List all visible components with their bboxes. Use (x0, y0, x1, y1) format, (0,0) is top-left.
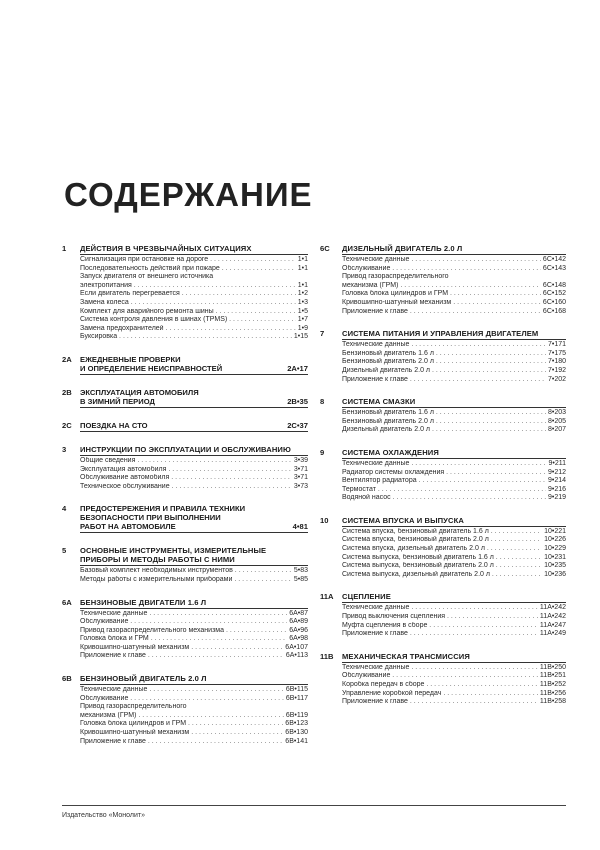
toc-entry-title: Вентилятор радиатора . . . (342, 477, 546, 486)
toc-entry-title: Технические данные . . . (80, 686, 284, 695)
toc-entry-title: Дизельный двигатель 2.0 л . . . (342, 426, 546, 435)
toc-entry-title: Привод газораспределительного механизма . . . (80, 627, 287, 636)
toc-section (62, 388, 308, 408)
toc-entry-page: 6B•130 (285, 729, 308, 737)
section-number: 7 (320, 329, 325, 339)
toc-entry[interactable] (80, 644, 308, 653)
section-rule (342, 662, 566, 663)
toc-entry[interactable] (80, 576, 308, 585)
toc-entry[interactable] (342, 690, 566, 699)
toc-entry-page: 1•3 (297, 298, 308, 306)
toc-entry[interactable] (342, 290, 566, 299)
toc-entry-title: Приложение к главе . . . (80, 652, 284, 661)
toc-entry[interactable] (342, 698, 566, 707)
footer-divider (62, 805, 566, 806)
toc-entry[interactable] (342, 554, 566, 563)
toc-section (320, 448, 566, 503)
toc-entry[interactable] (342, 477, 566, 486)
toc-entry-page: 1•1 (297, 281, 308, 289)
toc-section (62, 244, 308, 342)
toc-entry-title: Головка блока цилиндров и ГРМ . . . (342, 290, 541, 299)
toc-entry[interactable] (342, 265, 566, 274)
section-number: 11A (320, 592, 334, 602)
toc-entry-title: Бензиновый двигатель 1.6 л . . . (342, 409, 546, 418)
section-title[interactable]: В ЗИМНИЙ ПЕРИОД (80, 396, 155, 406)
toc-entry-title: Система выпуска, дизельный двигатель 2.0 л . . . (342, 571, 542, 580)
toc-entry-page: 11B•251 (539, 672, 566, 680)
toc-section (62, 421, 308, 432)
section-page: 2C•37 (287, 420, 308, 430)
toc-section (320, 652, 566, 707)
toc-entry-page: 9•216 (547, 485, 566, 493)
toc-entry-title: Кривошипно-шатунный механизм . . . (80, 729, 283, 738)
section-rule (342, 602, 566, 603)
toc-entry-title: Привод газораспределительного (342, 273, 449, 281)
toc-entry-page: 6C•143 (542, 264, 566, 272)
toc-entry-page: 3•73 (293, 482, 308, 490)
section-rule (80, 407, 308, 408)
toc-entry-page: 10•231 (544, 553, 566, 561)
toc-entry-title: Технические данные . . . (342, 256, 541, 265)
toc-entry[interactable] (342, 426, 566, 435)
toc-entry[interactable] (342, 299, 566, 308)
toc-entry-page: 7•171 (547, 341, 566, 349)
toc-entry[interactable] (80, 686, 308, 695)
toc-entry-page: 3•39 (293, 456, 308, 464)
toc-entry[interactable] (342, 545, 566, 554)
toc-entry-title: Управление коробкой передач . . . (342, 690, 538, 699)
section-title[interactable]: РАБОТ НА АВТОМОБИЛЕ (80, 522, 176, 532)
section-title[interactable]: ЕЖЕДНЕВНЫЕ ПРОВЕРКИ (80, 354, 181, 364)
section-page: 2B•35 (287, 396, 308, 406)
section-rule (80, 684, 308, 685)
toc-entry[interactable] (80, 325, 308, 334)
toc-entry-page: 11A•247 (539, 621, 566, 629)
toc-entry[interactable] (80, 457, 308, 466)
toc-entry-title: Базовый комплект необходимых инструментов . . . (80, 567, 292, 576)
toc-entry-title: Приложение к главе . . . (80, 738, 283, 747)
toc-entry-page: 7•202 (547, 375, 566, 383)
toc-entry-title: Головка блока и ГРМ . . . (80, 635, 287, 644)
section-rule (342, 339, 566, 340)
toc-entry-page (564, 273, 566, 282)
toc-entry-title: Буксировка . . . (80, 333, 292, 342)
section-number: 8 (320, 397, 325, 407)
toc-entry-page: 6C•152 (542, 290, 566, 298)
toc-entry-title: Технические данные . . . (342, 460, 546, 469)
toc-entry[interactable] (342, 256, 566, 265)
toc-entry[interactable] (342, 273, 566, 282)
toc-entry-title: Технические данные . . . (342, 664, 538, 673)
section-title[interactable]: И ОПРЕДЕЛЕНИЕ НЕИСПРАВНОСТЕЙ (80, 363, 223, 373)
toc-entry-title: Система выпуска, бензиновый двигатель 1.6 л . . . (342, 554, 542, 563)
toc-section (320, 516, 566, 580)
section-rule (80, 455, 308, 456)
section-rule (80, 431, 308, 432)
toc-entry[interactable] (80, 265, 308, 274)
section-number: 9 (320, 447, 325, 457)
toc-entry-title: Замена колеса . . . (80, 299, 296, 308)
toc-entry[interactable] (80, 567, 308, 576)
toc-entry-title: Система впуска, бензиновый двигатель 1.6 л . . . (342, 528, 542, 537)
toc-entry-title: механизма (ГРМ) . . . (342, 282, 541, 291)
toc-entry-title: Обслуживание . . . (80, 618, 287, 627)
section-page: 2A•17 (287, 363, 308, 373)
toc-entry[interactable] (342, 528, 566, 537)
toc-entry[interactable] (342, 418, 566, 427)
toc-entry-title: Замена предохранителей . . . (80, 325, 296, 334)
toc-section (320, 592, 566, 638)
toc-entry[interactable] (80, 483, 308, 492)
toc-entry[interactable] (342, 622, 566, 631)
section-title[interactable]: СИСТЕМА ПИТАНИЯ И УПРАВЛЕНИЯ ДВИГАТЕЛЕМ (342, 329, 539, 339)
toc-entry-page: 8•207 (547, 426, 566, 434)
toc-entry-title: Система впуска, дизельный двигатель 2.0 л . . . (342, 545, 542, 554)
section-number: 6A (62, 597, 72, 607)
toc-entry[interactable] (342, 358, 566, 367)
publisher-footer: Издательство «Монолит» (62, 812, 146, 819)
toc-section (320, 244, 566, 316)
toc-entry-title: Приложение к главе . . . (342, 376, 546, 385)
section-title[interactable]: ЭКСПЛУАТАЦИЯ АВТОМОБИЛЯ (80, 387, 199, 397)
toc-entry[interactable] (80, 610, 308, 619)
toc-entry-page: 3•71 (293, 465, 308, 473)
toc-entry-title: механизма (ГРМ) . . . (80, 712, 284, 721)
toc-entry-page: 6A•107 (285, 643, 308, 651)
toc-entry[interactable] (342, 469, 566, 478)
section-rule (80, 565, 308, 566)
toc-entry-page: 1•2 (297, 290, 308, 298)
toc-entry[interactable] (342, 536, 566, 545)
toc-entry-page: 11B•252 (539, 681, 566, 688)
toc-entry-page: 7•180 (547, 358, 566, 366)
toc-entry-title: Технические данные . . . (80, 610, 287, 619)
toc-entry-title: Последовательность действий при пожаре . . . (80, 265, 296, 274)
section-rule (80, 374, 308, 375)
toc-entry[interactable] (342, 308, 566, 317)
toc-entry-title: электропитания . . . (80, 282, 296, 291)
toc-entry[interactable] (80, 652, 308, 661)
toc-entry-title: Привод выключения сцепления . . . (342, 613, 538, 622)
toc-entry-page: 7•192 (547, 366, 566, 374)
toc-entry-title: Дизельный двигатель 2.0 л . . . (342, 367, 546, 376)
toc-entry[interactable] (80, 290, 308, 299)
toc-entry-page: 6C•148 (542, 281, 566, 289)
section-title[interactable]: БЕНЗИНОВЫЕ ДВИГАТЕЛИ 1.6 Л (80, 597, 207, 607)
toc-entry-page: 5•83 (293, 567, 308, 575)
toc-entry-title: Коробка передач в сборе . . . (342, 681, 538, 690)
toc-entry-page: 10•226 (544, 536, 566, 544)
toc-entry-page: 11A•249 (539, 630, 566, 638)
toc-entry-title: Методы работы с измерительными приборами . . . (80, 576, 292, 585)
toc-entry-page: 6B•123 (285, 720, 308, 728)
toc-section (62, 674, 308, 746)
toc-entry-page: 11B•258 (539, 698, 566, 706)
toc-entry[interactable] (342, 562, 566, 571)
section-number: 5 (62, 546, 67, 556)
toc-entry-page: 5•85 (293, 575, 308, 583)
toc-entry-page: 11B•256 (539, 689, 566, 697)
toc-entry[interactable] (342, 681, 566, 690)
toc-entry-title: Сигнализация при остановке на дороге . . . (80, 256, 296, 265)
toc-entry-page: 9•211 (548, 459, 566, 467)
section-number: 2A (62, 354, 72, 364)
toc-section (62, 504, 308, 533)
toc-entry-page: 11B•250 (539, 663, 566, 671)
toc-entry[interactable] (80, 695, 308, 704)
toc-entry[interactable] (80, 729, 308, 738)
toc-entry-page: 11A•242 (539, 613, 566, 621)
toc-entry[interactable] (342, 571, 566, 580)
toc-entry[interactable] (80, 635, 308, 644)
toc-entry[interactable] (342, 630, 566, 639)
section-rule (342, 458, 566, 459)
toc-entry-title: Головка блока цилиндров и ГРМ . . . (80, 720, 283, 729)
toc-entry-title: Бензиновый двигатель 2.0 л . . . (342, 418, 546, 427)
toc-entry[interactable] (342, 604, 566, 613)
section-number: 11B (320, 651, 334, 661)
section-title[interactable]: ИНСТРУКЦИИ ПО ЭКСПЛУАТАЦИИ И ОБСЛУЖИВАНИЮ (80, 444, 291, 454)
toc-entry-title: Кривошипно-шатунный механизм . . . (80, 644, 283, 653)
section-title[interactable]: ПРЕДОСТЕРЕЖЕНИЯ И ПРАВИЛА ТЕХНИКИ (80, 504, 246, 514)
toc-entry-page: 1•7 (297, 316, 308, 324)
section-number: 3 (62, 444, 67, 454)
toc-left-column (62, 244, 308, 759)
toc-entry[interactable] (80, 316, 308, 325)
section-rule (342, 526, 566, 527)
toc-entry[interactable] (80, 256, 308, 265)
toc-entry[interactable] (342, 460, 566, 469)
section-rule (342, 254, 566, 255)
toc-entry-title: Бензиновый двигатель 2.0 л . . . (342, 358, 546, 367)
toc-entry-title: Привод газораспределительного (80, 703, 187, 711)
toc-entry-page (306, 273, 308, 282)
toc-entry-title: Технические данные . . . (342, 341, 546, 350)
toc-entry-page: 6A•96 (289, 626, 308, 634)
toc-entry[interactable] (342, 376, 566, 385)
toc-entry-title: Комплект для аварийного ремонта шины . . . (80, 308, 296, 317)
toc-entry-title: Кривошипно-шатунный механизм . . . (342, 299, 541, 308)
section-rule (80, 608, 308, 609)
toc-entry-title: Приложение к главе . . . (342, 630, 538, 639)
section-rule (80, 254, 308, 255)
toc-entry-title: Техническое обслуживание . . . (80, 483, 292, 492)
section-number: 10 (320, 515, 329, 525)
toc-entry-title: Эксплуатация автомобиля . . . (80, 466, 292, 475)
toc-entry-title: Система контроля давления в шинах (TPMS) . . . (80, 316, 296, 325)
toc-section (320, 397, 566, 435)
toc-entry-page: 10•229 (544, 545, 566, 553)
toc-entry-title: Если двигатель перегревается . . . (80, 290, 296, 299)
toc-entry-page (306, 703, 308, 712)
toc-entry-page: 6A•98 (289, 635, 308, 643)
toc-entry[interactable] (80, 466, 308, 475)
toc-entry-title: Технические данные . . . (342, 604, 538, 613)
toc-entry[interactable] (80, 720, 308, 729)
toc-entry-title: Система выпуска, бензиновый двигатель 2.0 л . . . (342, 562, 542, 571)
toc-entry-title: Радиатор системы охлаждения . . . (342, 469, 546, 478)
toc-entry[interactable] (80, 738, 308, 747)
section-title[interactable]: БЕНЗИНОВЫЙ ДВИГАТЕЛЬ 2.0 Л (80, 674, 207, 684)
section-title[interactable]: СЦЕПЛЕНИЕ (342, 592, 391, 602)
toc-entry-page: 6B•117 (285, 694, 308, 702)
toc-entry-page: 11A•242 (539, 604, 566, 612)
toc-entry-page: 1•1 (297, 256, 308, 263)
toc-entry-title: Приложение к главе . . . (342, 698, 538, 707)
toc-entry[interactable] (342, 486, 566, 495)
page-title: СОДЕРЖАНИЕ (64, 176, 313, 213)
toc-entry[interactable] (80, 282, 308, 291)
toc-entry-page: 1•1 (297, 264, 308, 272)
toc-entry-page: 6C•160 (542, 298, 566, 306)
toc-entry-page: 6A•113 (285, 652, 308, 660)
section-rule (80, 532, 308, 533)
toc-entry[interactable] (342, 367, 566, 376)
toc-entry-title: Общие сведения . . . (80, 457, 292, 466)
toc-entry-page: 1•15 (293, 333, 308, 341)
toc-entry-page: 9•219 (547, 494, 566, 502)
toc-entry[interactable] (342, 672, 566, 681)
section-title[interactable]: СИСТЕМА ОХЛАЖДЕНИЯ (342, 447, 439, 457)
toc-entry-page: 6B•119 (285, 711, 308, 719)
toc-entry-page: 9•214 (547, 477, 566, 485)
toc-entry-page: 1•9 (297, 324, 308, 332)
toc-entry[interactable] (342, 282, 566, 291)
toc-right-column (320, 244, 566, 720)
toc-entry-page: 10•221 (544, 527, 566, 535)
section-number: 6C (320, 244, 330, 253)
toc-entry-title: Обслуживание автомобиля . . . (80, 474, 292, 483)
toc-entry-page: 7•175 (547, 349, 566, 357)
toc-entry-title: Обслуживание . . . (342, 265, 541, 274)
toc-entry-title: Термостат . . . (342, 486, 546, 495)
section-title[interactable]: СИСТЕМА СМАЗКИ (342, 397, 416, 407)
toc-entry[interactable] (342, 350, 566, 359)
toc-entry[interactable] (80, 333, 308, 342)
toc-entry[interactable] (80, 273, 308, 282)
section-number: 2C (62, 420, 72, 430)
toc-entry[interactable] (80, 703, 308, 712)
toc-entry[interactable] (342, 409, 566, 418)
toc-entry[interactable] (80, 618, 308, 627)
toc-entry-title: Приложение к главе . . . (342, 308, 541, 317)
section-number: 4 (62, 504, 67, 514)
toc-section (62, 546, 308, 584)
toc-entry[interactable] (80, 627, 308, 636)
toc-section (62, 445, 308, 491)
toc-entry-page: 3•71 (293, 474, 308, 482)
section-number: 6B (62, 674, 72, 684)
toc-entry[interactable] (342, 494, 566, 503)
toc-entry[interactable] (80, 299, 308, 308)
toc-entry[interactable] (80, 712, 308, 721)
toc-entry-title: Обслуживание . . . (80, 695, 284, 704)
toc-entry[interactable] (342, 341, 566, 350)
toc-entry-title: Муфта сцепления в сборе . . . (342, 622, 538, 631)
toc-section (62, 598, 308, 662)
section-number: 2B (62, 387, 72, 397)
toc-entry-page: 6C•168 (542, 307, 566, 315)
section-title[interactable]: ДЕЙСТВИЯ В ЧРЕЗВЫЧАЙНЫХ СИТУАЦИЯХ (80, 244, 252, 253)
toc-entry[interactable] (80, 308, 308, 317)
toc-entry[interactable] (342, 613, 566, 622)
toc-entry-page: 10•235 (544, 562, 566, 570)
toc-section (62, 355, 308, 375)
toc-entry-page: 1•5 (297, 307, 308, 315)
section-page: 4•81 (292, 522, 308, 532)
toc-entry-page: 6A•89 (289, 618, 308, 626)
section-rule (342, 407, 566, 408)
toc-entry-title: Водяной насос . . . (342, 494, 546, 503)
section-title[interactable]: ОСНОВНЫЕ ИНСТРУМЕНТЫ, ИЗМЕРИТЕЛЬНЫЕ ПРИБОРЫ И МЕТОДЫ РАБОТЫ С НИМИ (80, 546, 267, 565)
toc-entry-page: 10•236 (544, 570, 566, 578)
section-title[interactable]: ПОЕЗДКА НА СТО (80, 420, 148, 430)
toc-entry-page: 8•205 (547, 417, 566, 425)
toc-entry-title: Запуск двигателя от внешнего источника (80, 273, 214, 281)
section-title[interactable]: БЕЗОПАСНОСТИ ПРИ ВЫПОЛНЕНИИ (80, 513, 221, 523)
section-title[interactable]: МЕХАНИЧЕСКАЯ ТРАНСМИССИЯ (342, 651, 470, 661)
toc-entry[interactable] (80, 474, 308, 483)
toc-entry-page: 6B•115 (285, 686, 308, 694)
toc-entry[interactable] (342, 664, 566, 673)
toc-entry-page: 8•203 (547, 409, 566, 417)
toc-section (320, 329, 566, 384)
section-number: 1 (62, 244, 67, 253)
toc-entry-title: Бензиновый двигатель 1.6 л . . . (342, 350, 546, 359)
section-title[interactable]: ДИЗЕЛЬНЫЙ ДВИГАТЕЛЬ 2.0 Л (342, 244, 463, 253)
toc-entry-page: 9•212 (547, 468, 566, 476)
toc-entry-page: 6C•142 (542, 256, 566, 263)
toc-entry-title: Обслуживание . . . (342, 672, 538, 681)
toc-entry-page: 6A•87 (289, 609, 308, 617)
section-title[interactable]: СИСТЕМА ВПУСКА И ВЫПУСКА (342, 515, 464, 525)
toc-entry-page: 6B•141 (285, 737, 308, 745)
toc-entry-title: Система впуска, бензиновый двигатель 2.0 л . . . (342, 536, 542, 545)
